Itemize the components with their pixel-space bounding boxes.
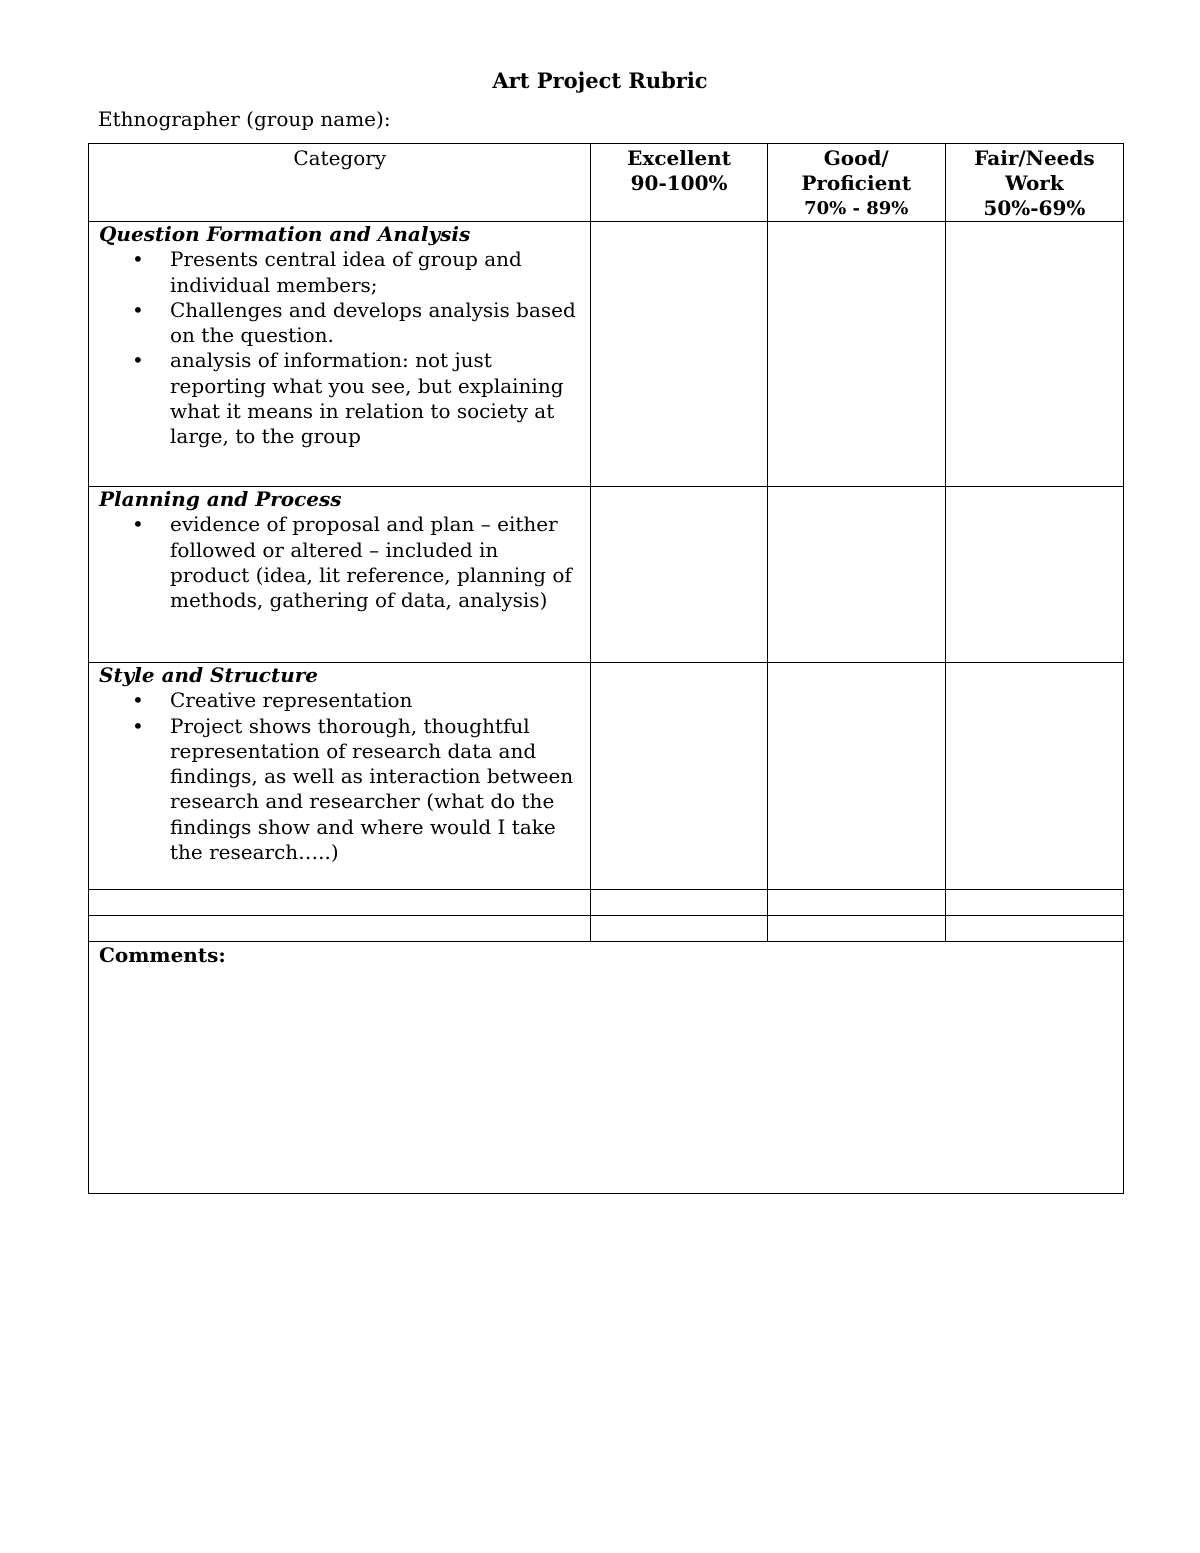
score-cell-fair[interactable] xyxy=(945,487,1123,663)
criterion-item xyxy=(132,713,582,866)
page-title: Art Project Rubric xyxy=(492,68,708,93)
bullet-icon: • xyxy=(132,348,144,373)
header-fair-range: 50%-69% xyxy=(983,196,1086,220)
category-title: Planning and Process xyxy=(99,487,342,511)
comments-row xyxy=(89,942,1124,1194)
category-row xyxy=(89,487,1124,663)
bullet-icon: • xyxy=(132,297,144,322)
rubric-table xyxy=(88,143,1124,1194)
criterion-item xyxy=(132,348,582,449)
criterion-text: Creative representation xyxy=(170,688,413,713)
criterion-item xyxy=(132,297,582,349)
criteria-list xyxy=(99,688,582,865)
header-good-label-2: Proficient xyxy=(801,171,912,195)
criterion-item xyxy=(132,512,582,613)
header-category xyxy=(89,144,591,222)
criterion-text: Challenges and develops analysis based on the question. xyxy=(170,297,576,348)
header-fair xyxy=(945,144,1123,222)
score-cell-excellent[interactable] xyxy=(591,222,767,487)
bullet-icon: • xyxy=(132,512,144,537)
category-cell xyxy=(89,663,591,890)
header-good-range: 70% - 89% xyxy=(804,198,909,219)
criterion-text: evidence of proposal and plan – either followed or altered – included in product (idea, lit reference, planning of methods, gathering of data, analysis) xyxy=(170,512,572,613)
blank-row xyxy=(89,916,1124,942)
blank-score-cell[interactable] xyxy=(945,890,1123,916)
header-fair-label-1: Fair/Needs xyxy=(974,146,1095,170)
bullet-icon: • xyxy=(132,688,144,713)
header-category-label: Category xyxy=(293,146,387,170)
score-cell-good[interactable] xyxy=(767,222,945,487)
blank-score-cell[interactable] xyxy=(945,916,1123,942)
comments-label: Comments: xyxy=(99,943,226,967)
criterion-item xyxy=(132,688,582,713)
blank-category-cell[interactable] xyxy=(89,916,591,942)
header-row xyxy=(89,144,1124,222)
category-cell xyxy=(89,487,591,663)
blank-score-cell[interactable] xyxy=(767,890,945,916)
score-cell-excellent[interactable] xyxy=(591,663,767,890)
header-fair-label-2: Work xyxy=(1005,171,1064,195)
score-cell-excellent[interactable] xyxy=(591,487,767,663)
criterion-text: Project shows thorough, thoughtful representation of research data and findings, as well as interaction between research and researcher (what do the findings show and where would I take the research…..) xyxy=(170,713,574,865)
score-cell-good[interactable] xyxy=(767,487,945,663)
score-cell-fair[interactable] xyxy=(945,222,1123,487)
bullet-icon: • xyxy=(132,713,144,738)
header-excellent-label: Excellent xyxy=(627,146,731,170)
blank-category-cell[interactable] xyxy=(89,890,591,916)
criteria-list xyxy=(99,247,582,449)
criteria-list xyxy=(99,512,582,613)
blank-score-cell[interactable] xyxy=(591,916,767,942)
score-cell-good[interactable] xyxy=(767,663,945,890)
header-good xyxy=(767,144,945,222)
bullet-icon: • xyxy=(132,247,144,272)
comments-box[interactable] xyxy=(89,942,1124,1194)
blank-row xyxy=(89,890,1124,916)
header-excellent-range: 90-100% xyxy=(630,171,728,195)
blank-score-cell[interactable] xyxy=(767,916,945,942)
category-row xyxy=(89,222,1124,487)
category-cell xyxy=(89,222,591,487)
header-excellent xyxy=(591,144,767,222)
criterion-text: analysis of information: not just reporting what you see, but explaining what it means in relation to society at large, to the group xyxy=(170,348,564,449)
criterion-text: Presents central idea of group and individual members; xyxy=(170,247,522,297)
category-row xyxy=(89,663,1124,890)
score-cell-fair[interactable] xyxy=(945,663,1123,890)
criterion-item xyxy=(132,247,582,298)
group-name-label: Ethnographer (group name): xyxy=(98,107,391,131)
category-title: Question Formation and Analysis xyxy=(99,222,471,246)
category-title: Style and Structure xyxy=(99,663,319,687)
header-good-label-1: Good/ xyxy=(823,146,889,170)
blank-score-cell[interactable] xyxy=(591,890,767,916)
